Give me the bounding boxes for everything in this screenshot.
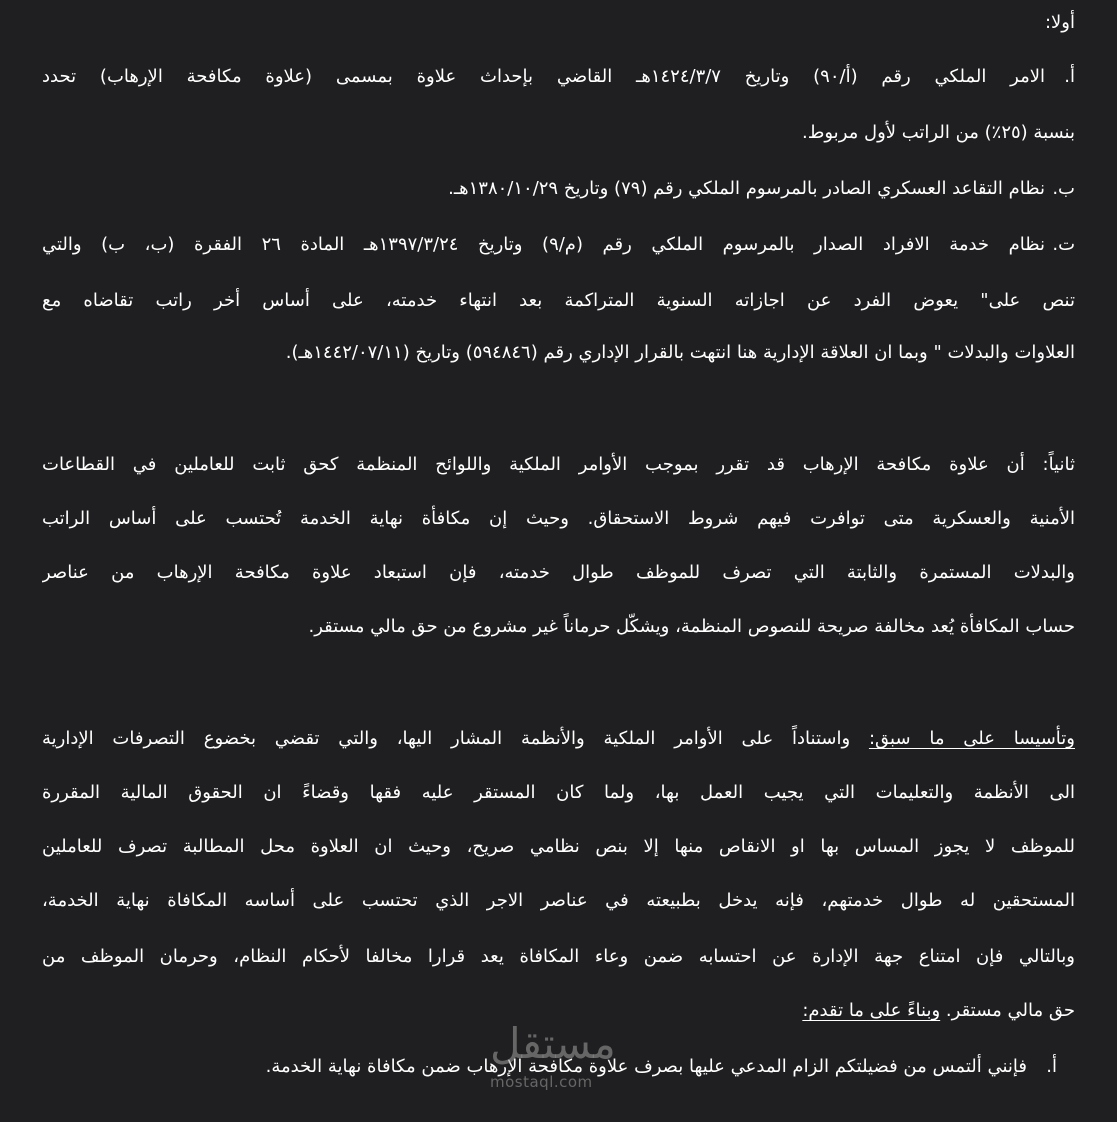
item-a-marker: أ. xyxy=(1064,66,1075,87)
section-third-line-3: للموظف لا يجوز المساس بها او الانقاص منها إلا بنص نظامي صريح، وحيث ان العلاوة محل المطالبة تصرف للعاملين xyxy=(42,836,1075,857)
request-marker: أ. xyxy=(1046,1056,1057,1077)
section-third-line-5: وبالتالي فإن امتناع جهة الإدارة عن احتسابه ضمن وعاء المكافاة يعد قرارا مخالفا لأحكام النظام، وحرمان الموظف من xyxy=(42,946,1075,967)
item-t-text-1: نظام خدمة الافراد الصدار بالمرسوم الملكي رقم (م/٩) وتاريخ ١٣٩٧/٣/٢٤هـ المادة ٢٦ الفقرة (ب، ب) والتي xyxy=(42,234,1046,255)
section-second-line-4: حساب المكافأة يُعد مخالفة صريحة للنصوص المنظمة، ويشكّل حرماناً غير مشروع من حق مالي مستقر. xyxy=(308,616,1075,637)
item-b-marker: ب. xyxy=(1052,178,1075,199)
item-b-line-1 xyxy=(42,172,1075,206)
item-b-text-1: نظام التقاعد العسكري الصادر بالمرسوم الملكي رقم (٧٩) وتاريخ ١٣٨٠/١٠/٢٩هـ. xyxy=(448,178,1045,199)
conclusion-heading: وبناءً على ما تقدم: xyxy=(802,1000,941,1021)
section-second-line-1: ثانياً: أن علاوة مكافحة الإرهاب قد تقرر بموجب الأوامر الملكية واللوائح المنظمة كحق ثابت للعاملين في القطاعات xyxy=(42,454,1075,475)
watermark-latin: mostaql.com xyxy=(490,1073,593,1091)
section-third-lead: وتأسيسا على ما سبق: xyxy=(868,728,1075,749)
section-second-line-3: والبدلات المستمرة والثابتة التي تصرف للموظف طوال خدمته، فإن استبعاد علاوة مكافحة الإرهاب من عناصر xyxy=(42,562,1075,583)
item-a-line-2: بنسبة (٢٥٪) من الراتب لأول مربوط. xyxy=(802,122,1075,143)
section-third-line-6-plain: حق مالي مستقر. xyxy=(940,1000,1075,1021)
section-second-line-2: الأمنية والعسكرية متى توافرت فيهم شروط الاستحقاق. وحيث إن مكافأة نهاية الخدمة تُحتسب على أساس الراتب xyxy=(42,508,1075,529)
item-t-line-3: العلاوات والبدلات " وبما ان العلاقة الإدارية هنا انتهت بالقرار الإداري رقم (٥٩٤٨٤٦) وتاريخ (١٤٤٢/٠٧/١١هـ). xyxy=(285,342,1075,363)
request-text: فإنني ألتمس من فضيلتكم الزام المدعي عليها بصرف علاوة مكافحة الإرهاب ضمن مكافاة نهاية الخدمة. xyxy=(265,1056,1027,1077)
section-third-line-1-rest: واستناداً على الأوامر الملكية والأنظمة المشار اليها، والتي تقضي بخضوع التصرفات الإدارية xyxy=(42,728,869,749)
section-first-heading: أولا: xyxy=(1044,12,1075,33)
item-t-marker: ت. xyxy=(1052,234,1075,255)
watermark-arabic: مستقل xyxy=(490,1019,616,1068)
item-a-line-1 xyxy=(42,60,1075,94)
section-third-line-4: المستحقين له طوال خدمتهم، فإنه يدخل بطبيعته في عناصر الاجر الذي تحتسب على أساسه المكافاة نهاية الخدمة، xyxy=(42,890,1075,911)
item-a-text-1: الامر الملكي رقم (أ/٩٠) وتاريخ ١٤٢٤/٣/٧هـ القاضي بإحداث علاوة بمسمى (علاوة مكافحة الإرهاب) تحدد xyxy=(42,66,1045,87)
item-t-line-1 xyxy=(42,228,1075,262)
mostaql-watermark xyxy=(490,1016,616,1106)
section-third-line-1 xyxy=(42,722,1075,756)
section-third-line-2: الى الأنظمة والتعليمات التي يجيب العمل بها، ولما كان المستقر عليه فقها وقضاءً ان الحقوق المالية المقررة xyxy=(42,782,1075,803)
item-t-line-2: تنص على" يعوض الفرد عن اجازاته السنوية المتراكمة بعد انتهاء خدمته، على أساس أخر راتب تقاضاه مع xyxy=(42,290,1075,311)
